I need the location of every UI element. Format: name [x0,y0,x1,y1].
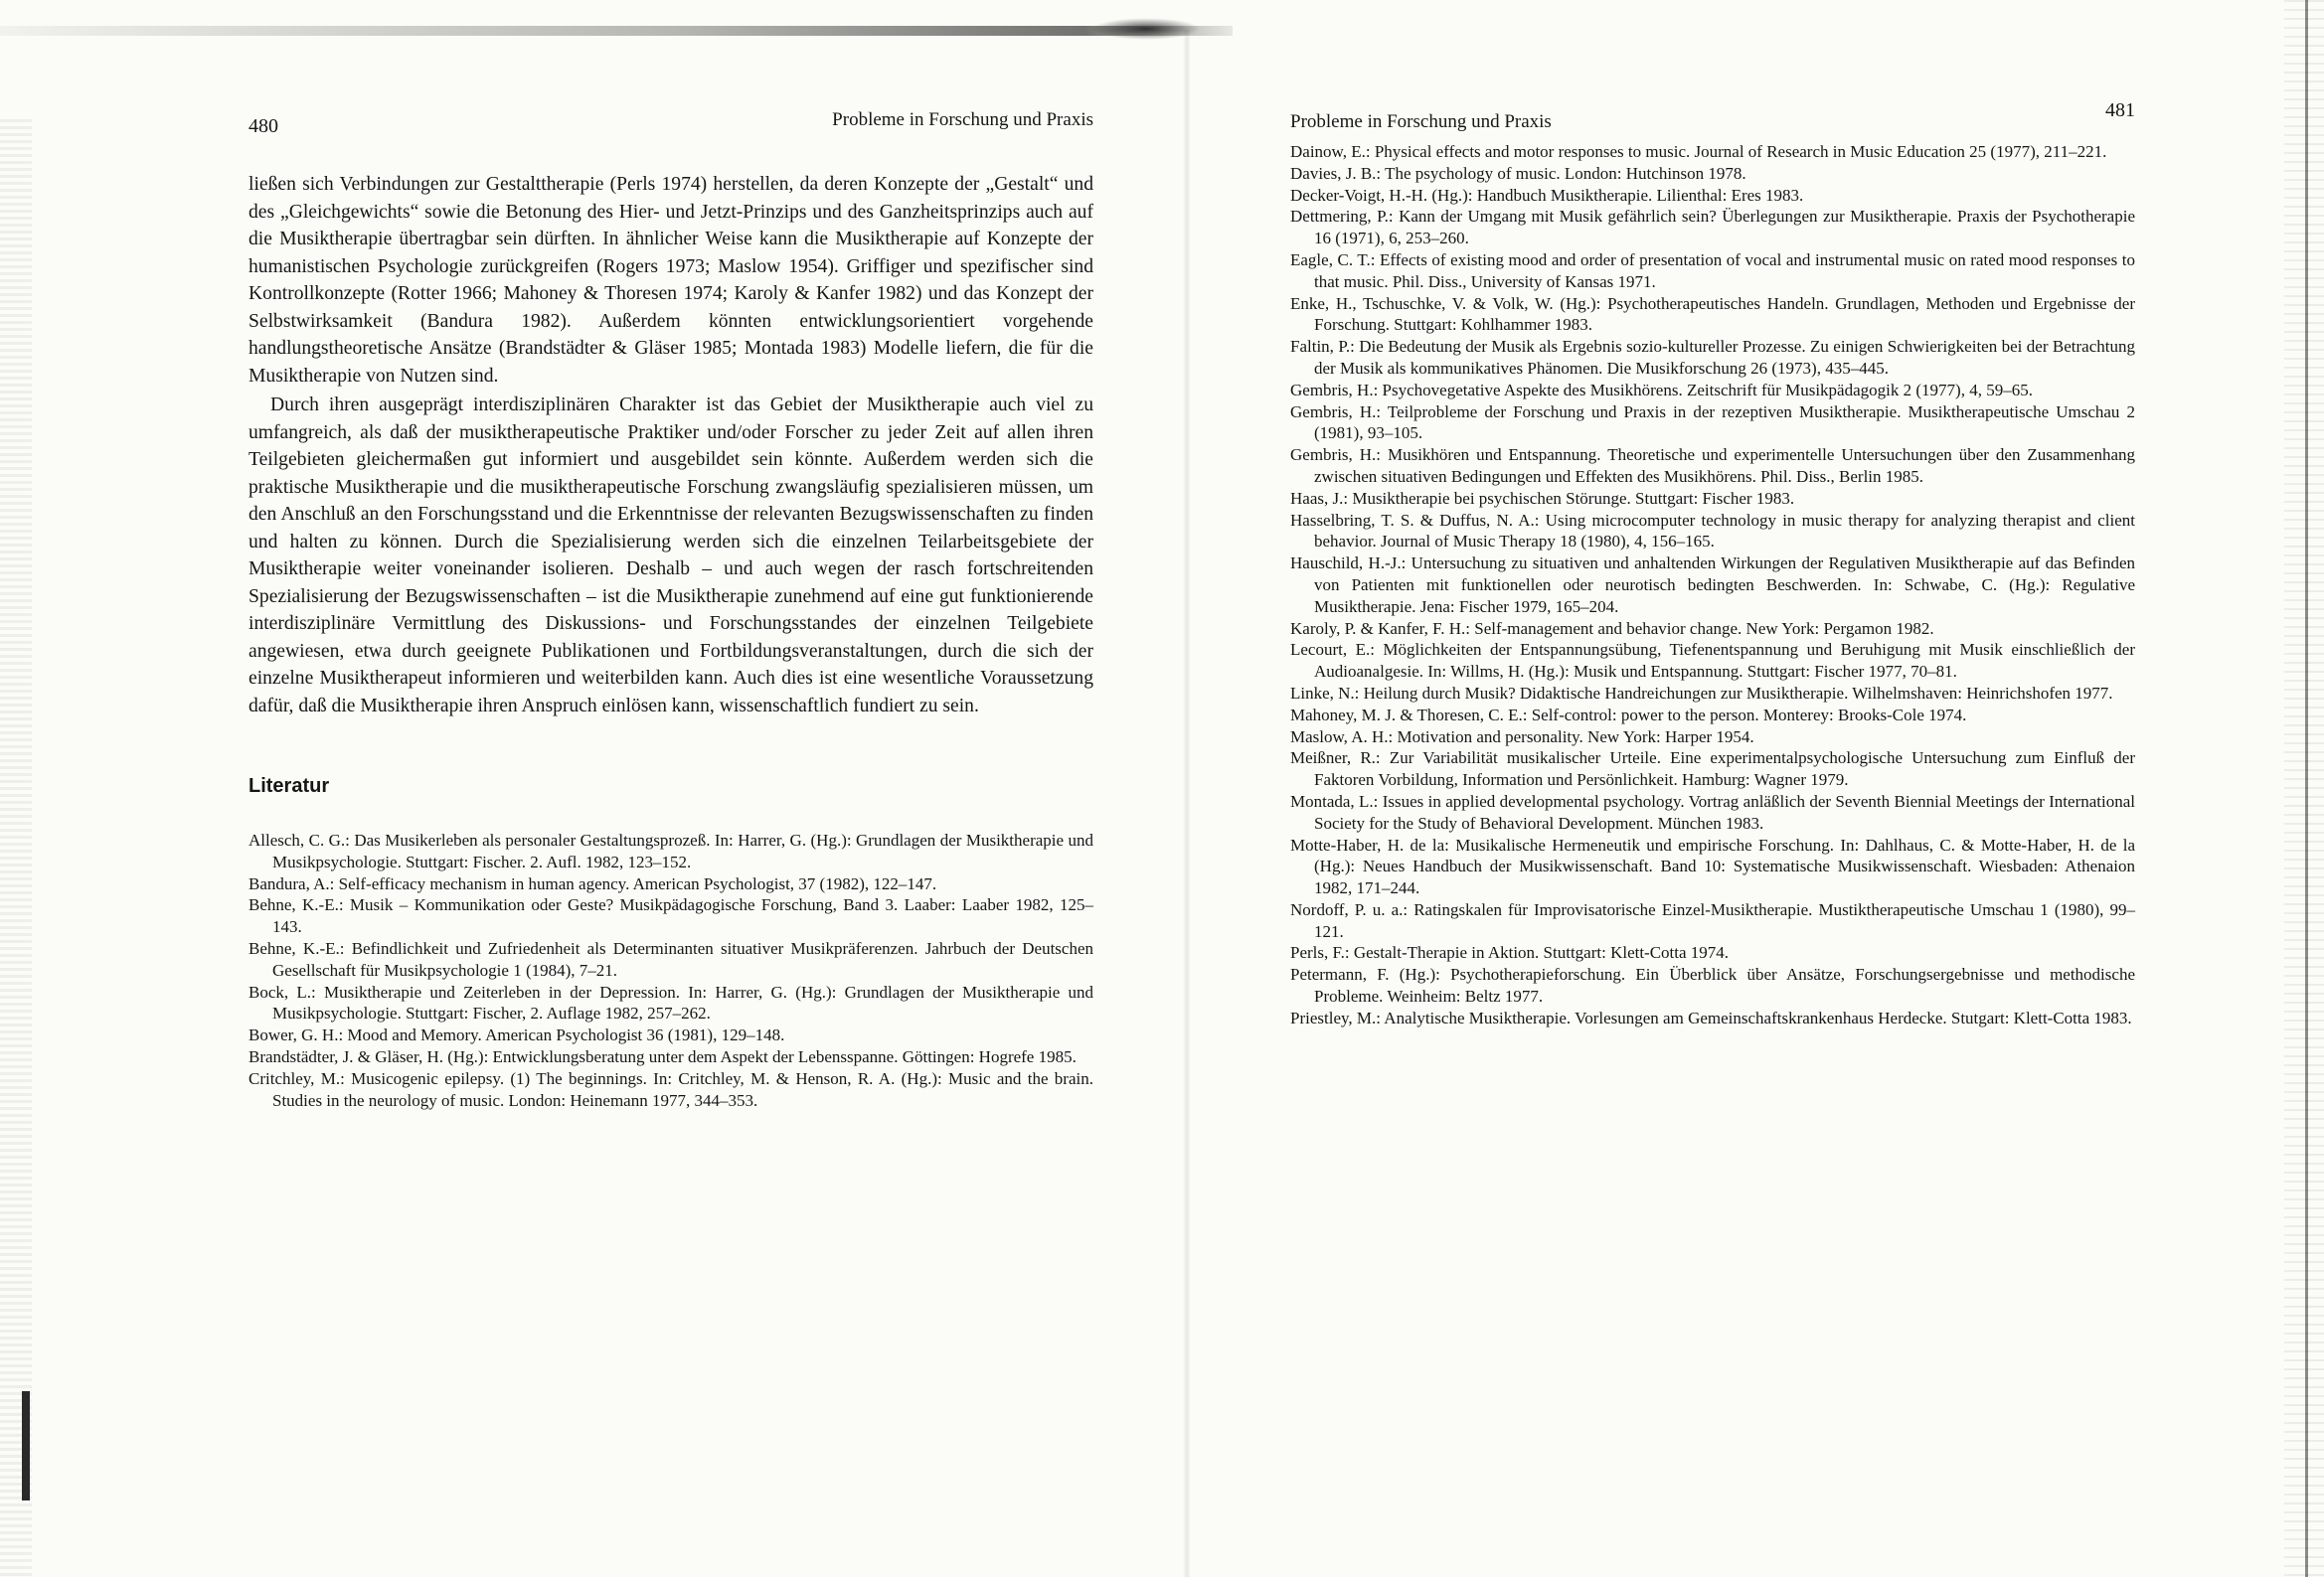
left-running-title: Probleme in Forschung und Praxis [832,109,1093,130]
reference-entry: Faltin, P.: Die Bedeutung der Musik als Ergebnis sozio-kultureller Prozesse. Zu einigen Schwierigkeiten bei der Betrachtung der Musik als kommunikatives Phänomen. Die Musikforschung 26 (1973), 435–445. [1290,337,2135,378]
reference-entry: Motte-Haber, H. de la: Musikalische Hermeneutik und empirische Forschung. In: Dahlhaus, C. & Motte-Haber, H. de la (Hg.): Neues Handbuch der Musikwissenschaft. Band 10: Systematische Musikwissenschaft. Wiesbaden: Athenaion 1982, 171–244. [1290,835,2135,898]
left-reference-list [249,830,1093,1111]
book-gutter [1183,30,1191,1577]
reference-entry: Bower, G. H.: Mood and Memory. American Psychologist 36 (1981), 129–148. [249,1025,785,1045]
reference-entry: Critchley, M.: Musicogenic epilepsy. (1) The beginnings. In: Critchley, M. & Henson, R. A. (Hg.): Music and the brain. Studies in the neurology of music. London: Heinemann 1977, 344–353. [249,1068,1093,1110]
reference-entry: Bock, L.: Musiktherapie und Zeiterleben in der Depression. In: Harrer, G. (Hg.): Grundlagen der Musiktherapie und Musikpsychologie. Stuttgart: Fischer, 2. Auflage 1982, 257–262. [249,982,1093,1024]
reference-entry: Dettmering, P.: Kann der Umgang mit Musik gefährlich sein? Überlegungen zur Musiktherapie. Praxis der Psychotherapie 16 (1971), 6, 253–260. [1290,207,2135,248]
paragraph: ließen sich Verbindungen zur Gestalttherapie (Perls 1974) herstellen, da deren Konzepte der „Gestalt“ und des „Gleichgewichts“ sowie die Betonung des Hier- und Jetzt-Prinzips und des Ganzheitsprinzips auch auf die Musiktherapie übertragbar sein dürften. In ähnlicher Weise kann die Musiktherapie auf Konzepte der humanistischen Psychologie zurückgreifen (Rogers 1973; Maslow 1954). Griffiger und spezifischer sind Kontrollkonzepte (Rotter 1966; Mahoney & Thoresen 1974; Karoly & Kanfer 1982) und das Konzept der Selbstwirksamkeit (Bandura 1982). Außerdem könnten entwicklungsorientiert vorgehende handlungstheoretische Ansätze (Brandstädter & Gläser 1985; Montada 1983) Modelle liefern, die für die Musiktherapie von Nutzen sind. [249,174,1093,387]
reference-entry: Gembris, H.: Psychovegetative Aspekte des Musikhörens. Zeitschrift für Musikpädagogik 2 (1977), 4, 59–65. [1290,380,2033,399]
scan-shadow-top [0,26,1233,36]
reference-entry: Davies, J. B.: The psychology of music. London: Hutchinson 1978. [1290,163,1746,183]
right-running-head [1290,99,2135,132]
scan-edge-left [0,119,32,1577]
section-heading-literatur: Literatur [249,775,330,797]
reference-entry: Karoly, P. & Kanfer, F. H.: Self-management and behavior change. New York: Pergamon 1982. [1290,618,1934,638]
paragraph: Durch ihren ausgeprägt interdisziplinären Charakter ist das Gebiet der Musiktherapie auch viel zu umfangreich, als daß der musiktherapeutische Praktiker und/oder Forscher zu jeder Zeit auf allen ihren Teilgebieten gleichermaßen gut informiert und ausgebildet sein könnte. Außerdem werden sich die praktische Musiktherapie und die musiktherapeutische Forschung zwangsläufig spezialisieren müssen, um den Anschluß an den Forschungsstand und die Erkenntnisse der relevanten Bezugswissenschaften zu finden und halten zu können. Durch die Spezialisierung werden sich die einzelnen Teilarbeitsgebiete der Musiktherapie weiter voneinander isolieren. Deshalb – und auch wegen der rasch fortschreitenden Spezialisierung der Bezugswissenschaften – ist die Musiktherapie zunehmend auf eine gut funktionierende interdisziplinäre Vermittlung des Diskussions- und Forschungsstandes der einzelnen Teilgebiete angewiesen, etwa durch geeignete Publikationen und Fortbildungsveranstaltungen, durch die sich der einzelne Musiktherapeut informieren und weiterbilden kann. Auch dies ist eine wesentliche Voraussetzung dafür, daß die Musiktherapie ihren Anspruch einlösen kann, wissenschaftlich fundiert zu sein. [249,394,1093,716]
right-reference-list [1290,141,2135,1029]
reference-entry: Behne, K.-E.: Befindlichkeit und Zufriedenheit als Determinanten situativer Musikpräferenzen. Jahrbuch der Deutschen Gesellschaft für Musikpsychologie 1 (1984), 7–21. [249,938,1093,980]
reference-entry: Hauschild, H.-J.: Untersuchung zu situativen und anhaltenden Wirkungen der Regulativen Musiktherapie auf das Befinden von Patienten mit funktionellen oder neurotisch bedingten Beschwerden. In: Schwabe, C. (Hg.): Regulative Musiktherapie. Jena: Fischer 1979, 165–204. [1290,553,2135,616]
left-page-number: 480 [249,115,278,137]
reference-entry: Brandstädter, J. & Gläser, H. (Hg.): Entwicklungsberatung unter dem Aspekt der Lebensspanne. Göttingen: Hogrefe 1985. [249,1046,1077,1066]
reference-entry: Allesch, C. G.: Das Musikerleben als personaler Gestaltungsprozeß. In: Harrer, G. (Hg.): Grundlagen der Musiktherapie und Musikpsychologie. Stuttgart: Fischer. 2. Aufl. 1982, 123–152. [249,831,1093,871]
page-edge-line-right [2305,0,2308,1577]
reference-entry: Dainow, E.: Physical effects and motor responses to music. Journal of Research in Music Education 25 (1977), 211–221. [1290,142,2107,161]
left-body-text [249,171,1093,719]
reference-entry: Nordoff, P. u. a.: Ratingskalen für Improvisatorische Einzel-Musiktherapie. Mustiktherapeutische Umschau 1 (1980), 99–121. [1290,899,2135,941]
reference-entry: Montada, L.: Issues in applied developmental psychology. Vortrag anläßlich der Seventh Biennial Meetings der International Society for the Study of Behavioral Development. München 1983. [1290,791,2135,833]
reference-entry: Petermann, F. (Hg.): Psychotherapieforschung. Ein Überblick über Ansätze, Forschungsergebnisse und methodische Probleme. Weinheim: Beltz 1977. [1290,965,2135,1007]
reference-entry: Linke, N.: Heilung durch Musik? Didaktische Handreichungen zur Musiktherapie. Wilhelmshaven: Heinrichshofen 1977. [1290,683,2113,703]
reference-entry: Maslow, A. H.: Motivation and personality. New York: Harper 1954. [1290,726,1754,746]
reference-entry: Hasselbring, T. S. & Duffus, N. A.: Using microcomputer technology in music therapy for analyzing therapist and client behavior. Journal of Music Therapy 18 (1980), 4, 156–165. [1290,510,2135,552]
left-page [249,99,1093,1111]
reference-entry: Decker-Voigt, H.-H. (Hg.): Handbuch Musiktherapie. Lilienthal: Eres 1983. [1290,185,1804,205]
reference-entry: Gembris, H.: Musikhören und Entspannung. Theoretische und experimentelle Untersuchungen über den Zusammenhang zwischen situativen Bedingungen und Effekten des Musikhörens. Phil. Diss., Berlin 1985. [1290,445,2135,486]
right-running-title: Probleme in Forschung und Praxis [1290,111,1552,132]
scan-edge-right [2284,0,2324,1577]
reference-entry: Behne, K.-E.: Musik – Kommunikation oder Geste? Musikpädagogische Forschung, Band 3. Laaber: Laaber 1982, 125–143. [249,895,1093,937]
reference-entry: Enke, H., Tschuschke, V. & Volk, W. (Hg.): Psychotherapeutisches Handeln. Grundlagen, Methoden und Ergebnisse der Forschung. Stuttgart: Kohlhammer 1983. [1290,293,2135,335]
reference-entry: Haas, J.: Musiktherapie bei psychischen Störunge. Stuttgart: Fischer 1983. [1290,488,1795,508]
scan-mark-left [22,1391,30,1500]
right-page [1290,99,2135,1029]
reference-entry: Gembris, H.: Teilprobleme der Forschung und Praxis in der rezeptiven Musiktherapie. Musiktherapeutische Umschau 2 (1981), 93–105. [1290,401,2135,443]
right-page-number: 481 [2105,99,2135,121]
reference-entry: Bandura, A.: Self-efficacy mechanism in human agency. American Psychologist, 37 (1982), 122–147. [249,873,937,893]
reference-entry: Meißner, R.: Zur Variabilität musikalischer Urteile. Eine experimentalpsychologische Untersuchung zum Einfluß der Faktoren Vorbildung, Information und Persönlichkeit. Hamburg: Wagner 1979. [1290,748,2135,790]
reference-entry: Perls, F.: Gestalt-Therapie in Aktion. Stuttgart: Klett-Cotta 1974. [1290,943,1730,963]
left-running-head [249,99,1093,137]
reference-entry: Priestley, M.: Analytische Musiktherapie. Vorlesungen am Gemeinschaftskrankenhaus Herdecke. Stutgart: Klett-Cotta 1983. [1290,1008,2132,1027]
reference-entry: Eagle, C. T.: Effects of existing mood and order of presentation of vocal and instrumental music on rated mood responses to that music. Phil. Diss., University of Kansas 1971. [1290,249,2135,291]
reference-entry: Mahoney, M. J. & Thoresen, C. E.: Self-control: power to the person. Monterey: Brooks-Cole 1974. [1290,705,1967,724]
reference-entry: Lecourt, E.: Möglichkeiten der Entspannungsübung, Tiefenentspannung und Beruhigung mit Musik einschließlich der Audioanalgesie. In: Willms, H. (Hg.): Musik und Entspannung. Stuttgart: Fischer 1977, 70–81. [1290,640,2135,682]
